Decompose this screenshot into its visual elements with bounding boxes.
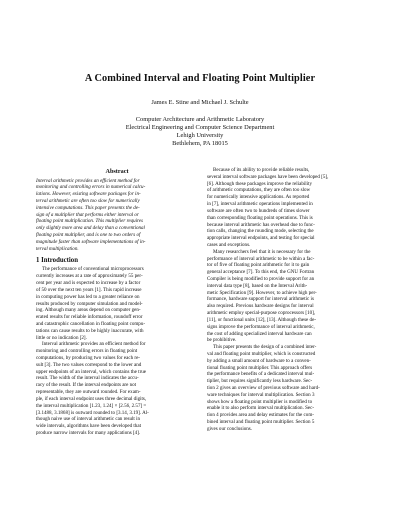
text-line: tion 4 provides area and delay estimates for the com- xyxy=(207,412,314,419)
text-line: representable, they are outward rounded. For exam- xyxy=(36,389,141,396)
text-line: arithmetic employ special-purpose coprocessors [10], xyxy=(207,310,316,317)
text-line: though naive use of interval arithmetic can result in xyxy=(36,416,140,423)
text-line: floating point multiplication. This multiplier requires xyxy=(36,218,144,225)
text-line: result. The width of the interval indicates the accu- xyxy=(36,375,139,382)
text-line: be prohibitive. xyxy=(207,337,237,344)
text-line: [11], or functional units [12], [13]. Although these de- xyxy=(207,316,316,323)
right-paragraph-2 xyxy=(207,249,369,344)
text-line: the cost of adding specialized interval hardware can xyxy=(207,330,312,337)
abstract-body xyxy=(36,178,198,253)
text-line: results produced by computer simulation and model- xyxy=(36,300,143,307)
text-line: sign of a multiplier that performs either interval or xyxy=(36,211,139,218)
text-line: tion 2 gives an overview of previous software and hard- xyxy=(207,385,320,391)
text-line: This paper presents the design of a combined inter- xyxy=(213,344,317,351)
text-line: [6]. Although these packages improve the reliability xyxy=(207,180,312,187)
text-line: monitoring and controlling errors in numerical calcu- xyxy=(36,184,146,191)
text-line: software are often two to hundreds of times slower xyxy=(207,207,310,214)
abstract-heading: Abstract xyxy=(105,168,129,175)
section-heading: 1 Introduction xyxy=(36,257,78,265)
text-line: Many researchers feel that it is necessary for the xyxy=(213,248,311,255)
text-line: by adding a small amount of hardware to a conven- xyxy=(207,357,311,364)
text-line: cases and exceptions. xyxy=(207,241,251,248)
text-line: several interval software packages have been developed [5], xyxy=(207,173,329,180)
text-line: and catastrophic cancellation in floating point compu- xyxy=(36,320,146,327)
text-line: formance, hardware support for interval arithmetic is xyxy=(207,296,314,303)
intro-paragraph-2 xyxy=(36,341,198,436)
text-line: terval arithmetic are often too slow for numerically xyxy=(36,197,140,204)
text-line: computations, by producing two values for each re- xyxy=(36,355,140,361)
text-line: little or no indication [2]. xyxy=(36,334,87,341)
text-line: upper endpoints of an interval, which contains the true xyxy=(36,368,147,375)
text-line: the interval multiplication [1.23, 1.24] × [2.56, 2.57] = xyxy=(36,402,147,409)
text-line: general acceptance [7]. To this end, the GNU Fortran xyxy=(207,269,315,276)
text-line: terval multiplication. xyxy=(36,245,79,252)
right-column xyxy=(207,167,369,433)
text-line: produce narrow intervals for many applications [4]. xyxy=(36,429,141,436)
text-line: ing. Although many areas depend on computer gen- xyxy=(36,307,141,314)
text-line: magnitude faster than software implementations of in- xyxy=(36,238,146,245)
affiliation-line: Electrical Engineering and Computer Science Department xyxy=(125,124,275,131)
text-line: tor of five of floating point arithmetic for it to gain xyxy=(207,262,310,269)
text-line: val and floating point multiplier, which is constructed xyxy=(207,350,316,357)
text-line: ple, if each interval endpoint uses three decimal digits, xyxy=(36,395,147,402)
text-line: ware techniques for interval multiplication. Section 3 xyxy=(207,391,315,398)
text-line: of arithmetic computations, they are often too slow xyxy=(207,187,311,194)
affiliation-line: Bethlehem, PA 18015 xyxy=(172,140,228,147)
text-line: enable it to also perform interval multiplication. Sec- xyxy=(207,405,315,412)
text-line: signs improve the performance of interval arithmetic, xyxy=(207,323,315,330)
text-line: only slightly more area and delay than a conventional xyxy=(36,225,145,232)
text-line: also required. Previous hardware designs for interval xyxy=(207,303,314,310)
text-line: shows how a floating point multiplier is modified to xyxy=(207,398,313,405)
text-line: Interval arithmetic provides an efficient method for xyxy=(36,177,140,184)
text-line: in computing power has led to a greater reliance on xyxy=(36,293,140,300)
text-line: tations can cause results to be highly inaccurate, with xyxy=(36,327,144,334)
paper-title: A Combined Interval and Floating Point Multiplier xyxy=(84,73,316,84)
text-line: than corresponding floating point operations. This is xyxy=(207,214,313,221)
text-line: metic Specification [9]. However, to achieve high per- xyxy=(207,289,317,296)
text-line: floating point multiplier, and is one to two orders of xyxy=(36,232,141,238)
text-line: intensive computations. This paper presents the de- xyxy=(36,204,140,211)
text-line: monitoring and controlling errors in floating point xyxy=(36,348,138,355)
text-line: of 50 over the next ten years [1]. This rapid increase xyxy=(36,286,142,293)
text-line: the performance benefits of a dedicated interval mul- xyxy=(207,371,315,378)
left-column xyxy=(36,167,198,437)
text-line: wide intervals, algorithms have been developed that xyxy=(36,423,141,430)
text-line: The performance of conventional microprocessors xyxy=(42,266,144,273)
text-line: lations. However, existing software packages for in- xyxy=(36,191,141,198)
text-line: because interval arithmetic has overhead due to func- xyxy=(207,221,315,228)
text-line: appropriate interval endpoints, and testing for special xyxy=(207,235,315,242)
text-line: erated results for reliable information, roundoff error xyxy=(36,314,143,321)
affiliation-block xyxy=(0,116,400,148)
text-line: [3.1488, 3.1868] is outward rounded to [3.14, 3.19]. Al- xyxy=(36,409,149,416)
text-line: Compiler is being modified to provide support for an xyxy=(207,276,315,282)
text-line: gives our conclusions. xyxy=(207,425,252,432)
text-line: interval data type [8], based on the Interval Arith- xyxy=(207,282,308,289)
right-paragraph-1 xyxy=(207,167,369,249)
text-line: racy of the result. If the interval endpoints are not xyxy=(36,382,137,389)
intro-paragraph-1 xyxy=(36,266,198,341)
text-line: performance of interval arithmetic to be within a fac- xyxy=(207,255,315,262)
paper-authors: James E. Stine and Michael J. Schulte xyxy=(151,99,249,106)
affiliation-line: Lehigh University xyxy=(176,132,224,139)
right-paragraph-3 xyxy=(207,344,369,433)
text-line: currently increases at a rate of approximately 55 per- xyxy=(36,273,143,280)
text-line: tiplier, but requires significantly less hardware. Sec- xyxy=(207,378,313,385)
text-line: in [7], interval arithmetic operations implemented in xyxy=(207,201,313,208)
text-line: tion calls, changing the rounding mode, selecting the xyxy=(207,228,314,235)
text-line: bined interval and floating point multiplier. Section 5 xyxy=(207,419,315,426)
affiliation-line: Computer Architecture and Arithmetic Laboratory xyxy=(135,116,265,123)
text-line: cent per year and is expected to increase by a factor xyxy=(36,280,141,287)
text-line: Interval arithmetic provides an efficient method for xyxy=(42,341,146,348)
text-line: tional floating point multiplier. This approach offers xyxy=(207,364,313,371)
text-line: sult [3]. The two values correspond to the lower and xyxy=(36,361,142,368)
text-line: for numerically intensive applications. As reported xyxy=(207,194,310,201)
text-line: Because of its ability to provide reliable results, xyxy=(213,167,310,173)
